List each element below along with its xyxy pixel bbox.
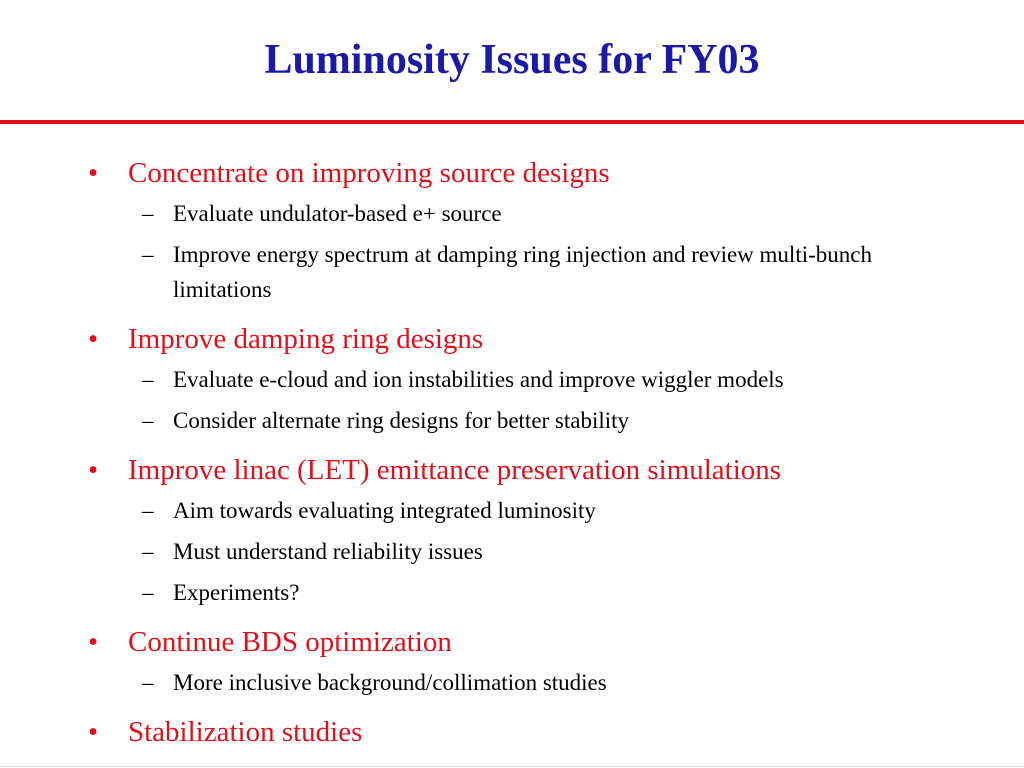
bullet-text: Improve damping ring designs [128, 323, 484, 355]
sub-item [0, 534, 1024, 569]
sub-text: More inclusive background/collimation studies [173, 670, 607, 695]
bullet-item [0, 450, 1024, 490]
bullet-dot-icon: • [88, 716, 99, 748]
sub-text: Evaluate e-cloud and ion instabilities and improve wiggler models [173, 367, 784, 392]
bullet-item [0, 153, 1024, 193]
footer-divider [0, 766, 1024, 767]
bullet-dot-icon: • [88, 626, 99, 658]
dash-icon: – [142, 670, 154, 695]
sub-item [0, 575, 1024, 610]
sub-item [0, 665, 1024, 700]
dash-icon: – [142, 408, 154, 433]
dash-icon: – [142, 201, 154, 226]
sub-list [0, 362, 1024, 438]
bullet-item [0, 319, 1024, 359]
sub-item [0, 196, 1024, 231]
bullet-text: Continue BDS optimization [128, 626, 452, 658]
bullet-text: Concentrate on improving source designs [128, 157, 610, 189]
sub-text: Consider alternate ring designs for better stability [173, 408, 630, 433]
bullet-dot-icon: • [88, 157, 99, 189]
slide-title: Luminosity Issues for FY03 [264, 37, 760, 83]
sub-item [0, 237, 1024, 307]
sub-text: Must understand reliability issues [173, 539, 483, 564]
dash-icon: – [142, 367, 154, 392]
sub-text: Experiments? [173, 580, 300, 605]
dash-icon: – [142, 580, 154, 605]
sub-list [0, 196, 1024, 307]
dash-icon: – [142, 242, 154, 267]
dash-icon: – [142, 498, 154, 523]
sub-text: Evaluate undulator-based e+ source [173, 201, 502, 226]
dash-icon: – [142, 539, 154, 564]
sub-text: Aim towards evaluating integrated luminosity [173, 498, 596, 523]
title-divider [0, 120, 1024, 124]
sub-list [0, 493, 1024, 610]
bullet-item [0, 712, 1024, 752]
sub-text: Improve energy spectrum at damping ring injection and review multi-bunch limitations [173, 242, 872, 302]
sub-item [0, 493, 1024, 528]
bullet-text: Improve linac (LET) emittance preservation simulations [128, 454, 782, 486]
sub-item [0, 403, 1024, 438]
bullet-text: Stabilization studies [128, 716, 363, 748]
sub-list [0, 665, 1024, 700]
bullet-dot-icon: • [88, 323, 99, 355]
bullet-dot-icon: • [88, 454, 99, 486]
slide-body [0, 153, 1024, 752]
bullet-item [0, 622, 1024, 662]
sub-item [0, 362, 1024, 397]
